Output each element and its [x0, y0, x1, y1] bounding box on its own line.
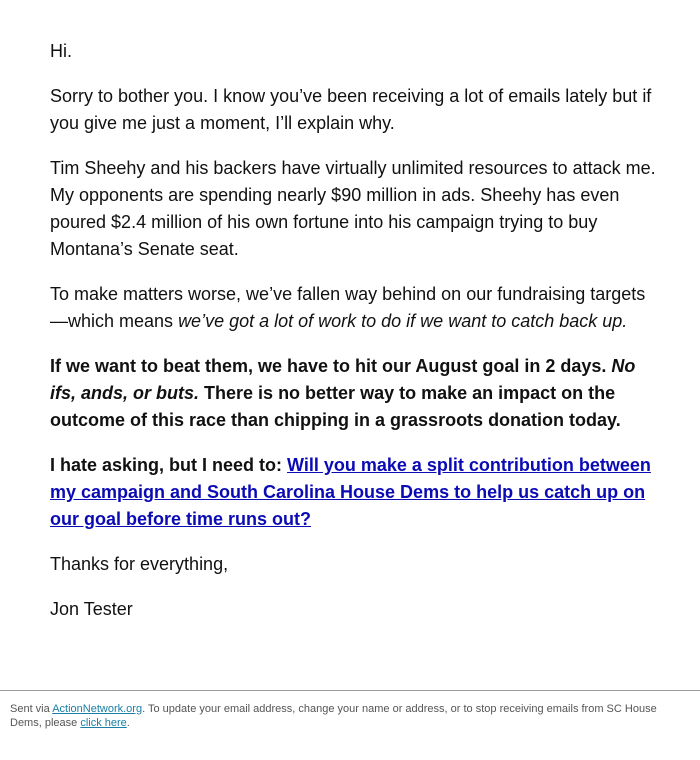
email-body	[50, 38, 660, 641]
footer-text-before: Sent via	[10, 703, 53, 715]
unsubscribe-click-here-link[interactable]: click here	[80, 717, 127, 729]
actionnetwork-link[interactable]: ActionNetwork.org	[52, 703, 143, 715]
paragraph-ask	[50, 452, 660, 533]
ask-prefix: I hate asking, but I need to:	[50, 455, 288, 475]
paragraph-goal	[50, 353, 660, 434]
footer-text-middle: . To update your email address, change your name or address, or to stop receiving emails from SC House Dems, please	[10, 703, 657, 729]
fundraising-italic: we’ve got a lot of work to do if we want to catch back up.	[178, 311, 628, 331]
footer-text-end: .	[126, 717, 130, 729]
greeting: Hi.	[50, 41, 72, 61]
paragraph-apology: Sorry to bother you. I know you’ve been receiving a lot of emails lately but if you give me just a moment, I’ll explain why.	[50, 86, 652, 133]
paragraph-opponents: Tim Sheehy and his backers have virtually unlimited resources to attack me. My opponents are spending nearly $90 million in ads. Sheehy has even poured $2.4 million of his own fortune into his campaign trying to buy Montana’s Senate seat.	[50, 158, 656, 259]
goal-text-end: There is no better way to make an impact on the outcome of this race than chipping in a grassroots donation today.	[50, 383, 621, 430]
email-footer	[10, 702, 670, 730]
paragraph-fundraising	[50, 281, 660, 335]
footer-divider	[0, 690, 700, 691]
signature: Jon Tester	[50, 599, 133, 619]
fundraising-text: To make matters worse, we’ve fallen way behind on our fundraising targets—which means	[50, 284, 646, 331]
split-contribution-link[interactable]: Will you make a split contribution between my campaign and South Carolina House Dems to help us catch up on our goal before time runs out?	[50, 455, 651, 529]
goal-italic: No ifs, ands, or buts.	[50, 356, 636, 403]
closing: Thanks for everything,	[50, 554, 229, 574]
goal-text: If we want to beat them, we have to hit our August goal in 2 days.	[50, 356, 612, 376]
